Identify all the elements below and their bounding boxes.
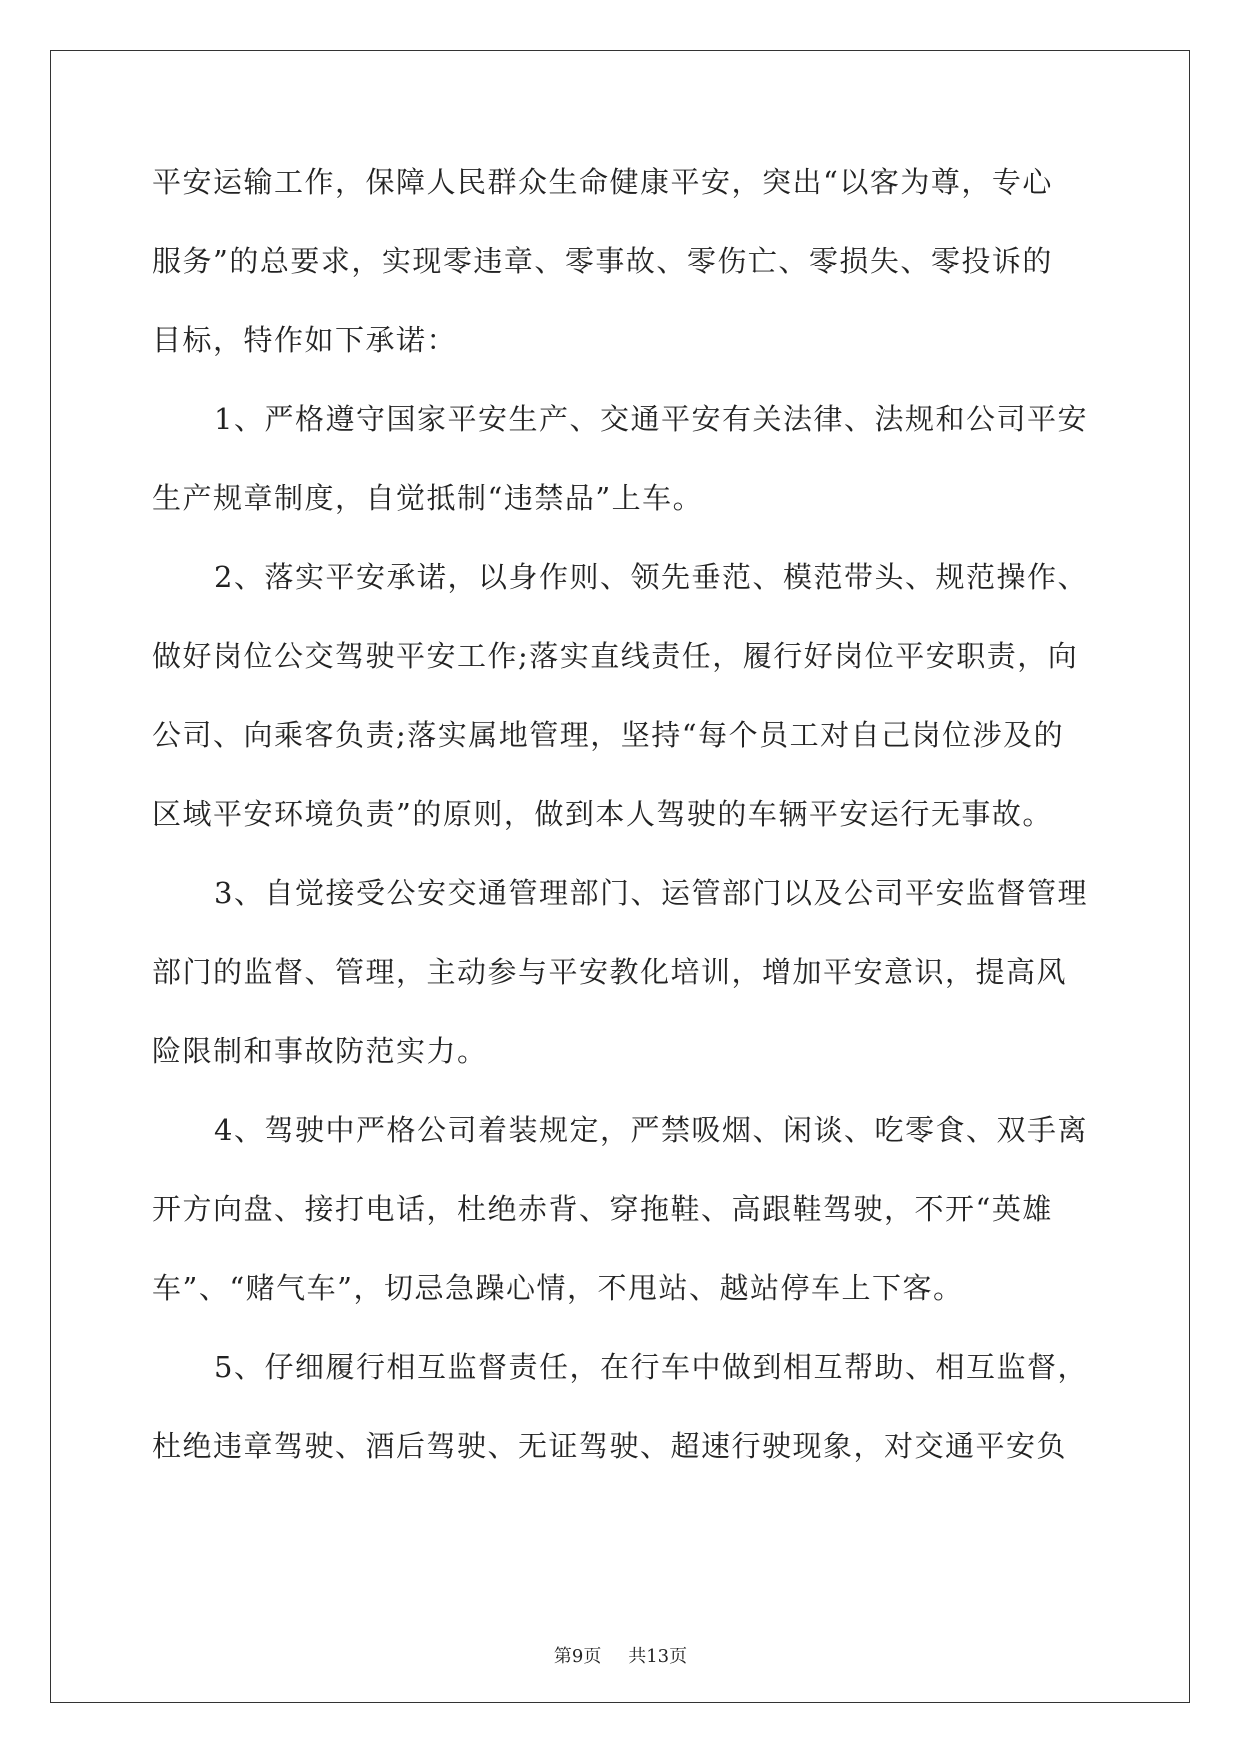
paragraph-line: 车”、“赌气车”，切忌急躁心情，不甩站、越站停车上下客。 — [152, 1271, 964, 1305]
paragraph-line: 公司、向乘客负责;落实属地管理，坚持“每个员工对自己岗位涉及的 — [152, 718, 1065, 752]
paragraph-line: 杜绝违章驾驶、酒后驾驶、无证驾驶、超速行驶现象，对交通平安负 — [152, 1429, 1068, 1463]
page-number: 第9页 — [553, 1646, 602, 1667]
page-footer — [0, 1645, 1241, 1669]
paragraph-first-line: 2、落实平安承诺，以身作则、领先垂范、模范带头、规范操作、 — [214, 560, 1088, 594]
paragraph-line: 服务”的总要求，实现零违章、零事故、零伤亡、零损失、零投诉的 — [152, 244, 1053, 278]
paragraph-first-line: 1、严格遵守国家平安生产、交通平安有关法律、法规和公司平安 — [214, 402, 1088, 436]
paragraph-line: 目标，特作如下承诺： — [152, 323, 458, 357]
paragraph-line: 区域平安环境负责”的原则，做到本人驾驶的车辆平安运行无事故。 — [152, 797, 1053, 831]
paragraph-first-line: 5、仔细履行相互监督责任，在行车中做到相互帮助、相互监督， — [214, 1350, 1088, 1384]
page-total: 共13页 — [628, 1646, 688, 1667]
paragraph-line: 平安运输工作，保障人民群众生命健康平安，突出“以客为尊，专心 — [152, 165, 1053, 199]
paragraph-first-line: 3、自觉接受公安交通管理部门、运管部门以及公司平安监督管理 — [214, 876, 1088, 910]
paragraph-line: 开方向盘、接打电话，杜绝赤背、穿拖鞋、高跟鞋驾驶，不开“英雄 — [152, 1192, 1053, 1226]
paragraph-line: 做好岗位公交驾驶平安工作;落实直线责任，履行好岗位平安职责，向 — [152, 639, 1079, 673]
paragraph-line: 生产规章制度，自觉抵制“违禁品”上车。 — [152, 481, 704, 515]
paragraph-line: 险限制和事故防范实力。 — [152, 1034, 488, 1068]
paragraph-line: 部门的监督、管理，主动参与平安教化培训，增加平安意识，提高风 — [152, 955, 1068, 989]
paragraph-first-line: 4、驾驶中严格公司着装规定，严禁吸烟、闲谈、吃零食、双手离 — [214, 1113, 1088, 1147]
document-body — [152, 162, 1092, 1505]
